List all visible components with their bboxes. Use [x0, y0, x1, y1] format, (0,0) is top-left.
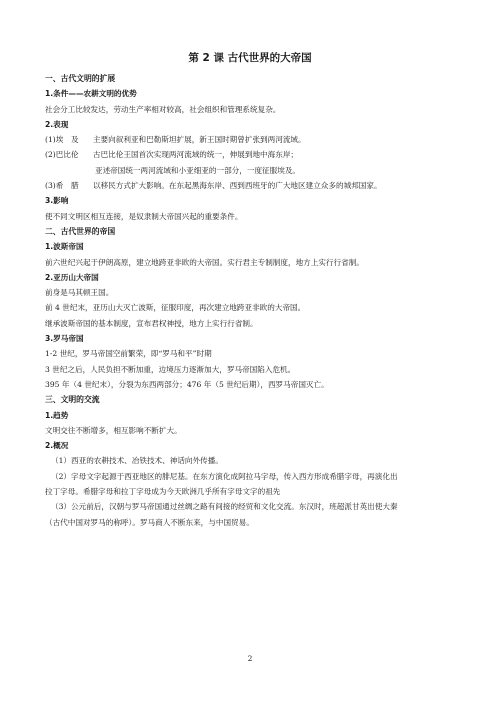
paragraph-alexander-2: 前 4 世纪末，亚历山大灭亡波斯，征服印度，再次建立地跨亚非欧的大帝国。 — [45, 303, 306, 313]
subheading-roman-empire: 3.罗马帝国 — [45, 334, 84, 344]
overview-item-3b: （古代中国对罗马的称呼）。罗马商人不断东来，与中国贸易。 — [45, 517, 254, 527]
text-egypt: 主要向叙利亚和巴勒斯坦扩展，新王国时期曾扩张到两河流域。 — [93, 135, 306, 145]
list-item-babylon — [45, 147, 465, 162]
term-egypt: (1)埃 及 — [45, 135, 79, 145]
subheading-conditions: 1.条件——农耕文明的优势 — [45, 89, 137, 99]
overview-item-3a: （3）公元前后，汉朝与罗马帝国通过丝绸之路有间接的经贸和文化交流。东汉时，班超派甘英出使大秦 — [51, 502, 398, 512]
section-heading-ancient-empires: 二、古代世界的帝国 — [45, 226, 116, 236]
subheading-overview: 2.概况 — [45, 441, 69, 451]
subheading-manifestations: 2.表现 — [45, 119, 69, 129]
paragraph-roman-3: 395 年（4 世纪末），分裂为东西两部分；476 年（5 世纪后期），西罗马帝国灭亡。 — [45, 379, 329, 389]
term-greece: (3)希 腊 — [45, 181, 79, 191]
paragraph-influence: 使不同文明区相互连接，是奴隶制大帝国兴起的重要条件。 — [45, 211, 243, 221]
lesson-content — [45, 71, 465, 530]
subheading-persian-empire: 1.波斯帝国 — [45, 242, 84, 252]
paragraph-alexander-3: 继承波斯帝国的基本制度，宣布君权神授，地方上实行行省制。 — [45, 318, 258, 328]
section-heading-civilization-expansion: 一、古代文明的扩展 — [45, 74, 116, 83]
paragraph-alexander-1: 前身是马其顿王国。 — [45, 288, 114, 298]
subheading-alexander-empire: 2.亚历山大帝国 — [45, 272, 99, 282]
text-greece: 以移民方式扩大影响。在东起黑海东岸、西到西班牙的广大地区建立众多的城邦国家。 — [93, 181, 382, 191]
paragraph-persian-empire: 前六世纪兴起于伊朗高原，建立地跨亚非欧的大帝国。实行君主专制制度，地方上实行行省制。 — [45, 257, 364, 267]
paragraph-conditions: 社会分工比较发达，劳动生产率相对较高，社会组织和管理系统复杂。 — [45, 104, 281, 114]
list-item-egypt — [45, 132, 465, 147]
text-babylon: 古巴比伦王国首次实现两河流域的统一，伸展到地中海东岸； — [93, 150, 299, 160]
lesson-title: 第 2 课 古代世界的大帝国 — [188, 52, 312, 64]
paragraph-trend: 文明交往不断增多，相互影响不断扩大。 — [45, 425, 182, 435]
section-heading-civilization-exchange: 三、文明的交流 — [45, 395, 100, 405]
paragraph-roman-1: 1-2 世纪，罗马帝国空前繁荣，即“罗马和平”时期 — [45, 349, 212, 359]
paragraph-roman-2: 3 世纪之后，人民负担不断加重，边境压力逐渐加大，罗马帝国陷入危机。 — [45, 364, 296, 374]
overview-item-1: （1）西亚的农耕技术、冶铁技术、神话向外传播。 — [51, 456, 223, 466]
list-item-greece — [45, 178, 465, 193]
subheading-influence: 3.影响 — [45, 196, 69, 206]
text-assyria: 亚述帝国统一两河流域和小亚细亚的一部分，一度征服埃及。 — [95, 165, 301, 175]
page-number: 2 — [247, 654, 253, 663]
term-babylon: (2)巴比伦 — [45, 150, 79, 160]
overview-item-2a: （2）字母文字起源于西亚地区的腓尼基。在东方演化成阿拉马字母，传入西方形成希腊字母，再演化出 — [51, 471, 398, 481]
overview-item-2b: 拉丁字母。希腊字母和拉丁字母成为今天欧洲几乎所有字母文字的祖先 — [45, 487, 281, 497]
subheading-trend: 1.趋势 — [45, 410, 69, 420]
